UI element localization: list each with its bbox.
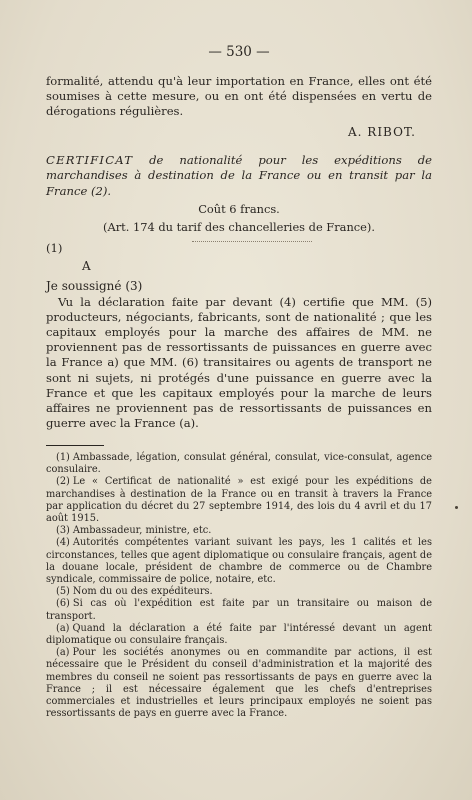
- footnote-text: Nom du ou des expéditeurs.: [72, 586, 213, 598]
- footnote: [46, 598, 432, 622]
- signature: A. RIBOT.: [347, 124, 416, 139]
- paper-spot: [455, 506, 458, 509]
- footnote: [46, 586, 432, 598]
- footnote-number: (a): [56, 622, 70, 634]
- footnote: [46, 647, 432, 720]
- tariff-reference: (Art. 174 du tarif des chancelleries de France).: [103, 220, 375, 235]
- reference-number: (1): [46, 241, 63, 256]
- reference-line: [46, 241, 432, 255]
- footnote-number: (6): [56, 598, 70, 610]
- footnote-text: Si cas où l'expédition est faite par un transitaire ou maison de transport.: [46, 598, 432, 622]
- footnote-text: Quand la déclaration a été faite par l'intéressé devant un agent diplomatique ou consulaire français.: [46, 622, 432, 646]
- footnote-number: (3): [56, 525, 70, 537]
- footnote: [46, 476, 432, 525]
- footnotes: [46, 452, 432, 720]
- footnote-text: Ambassade, légation, consulat général, consulat, vice-consulat, agence consulaire.: [46, 451, 432, 476]
- footnote-text: Ambassadeur, ministre, etc.: [72, 525, 212, 537]
- footnote-number: (a): [56, 647, 70, 659]
- footnote-text: Autorités compétentes variant suivant les pays, les 1 calités et les circonstances, telles que agent diplomatique ou consulaire français, agent de la douane locale, président de chambre de commerce ou de Chambre syndicale, commissaire de police, notaire, etc.: [46, 537, 432, 585]
- certificate-title-caps: CERTIFICAT: [46, 152, 134, 167]
- certificate-title-rest: de nationalité pour les expéditions de marchandises à destination de la France ou en transit par la France (2).: [46, 152, 433, 198]
- footnote-text: Pour les sociétés anonymes ou en commandite par actions, il est nécessaire que le Président du conseil d'administration et la majorité des membres du conseil ne soient pas ressortissants de pays en guerre avec la France ; il est nécessaire également que les chefs d'entreprises commerciales et industrielles et leurs principaux employés ne soient pas ressortissants de pays en guerre avec la France.: [46, 647, 432, 720]
- certificate-cost: Coût 6 francs.: [198, 202, 280, 217]
- footnote: [46, 452, 432, 476]
- page-number: — 530 —: [208, 44, 270, 60]
- footnote-number: (5): [56, 586, 70, 598]
- intro-paragraph: formalité, attendu qu'à leur importation en France, elles ont été soumises à cette mesure, ou en ont été dispensées en vertu de dérogations régulières.: [46, 74, 432, 119]
- certificate-body: Vu la déclaration faite par devant (4) certifie que MM. (5) producteurs, négociants, fabricants, sont de nationalité ; que les capitaux employés pour la marche des affaires de MM. ne proviennent pas de ressortissants de puissances en guerre avec la France a) que MM. (6) transitaires ou agents de transport ne sont ni sujets, ni protégés d'une puissance en guerre avec la France et que les capitaux employés pour la marche de leurs affaires ne proviennent pas de ressortissants de puissances en guerre avec la France (a).: [46, 295, 432, 430]
- footnote-text: Le « Certificat de nationalité » est exigé pour les expéditions de marchandises à destination de la France ou en transit à travers la France par application du décret du 27 septembre 1914, des lois du 4 avril et du 17 août 1915.: [46, 476, 432, 524]
- footnote: [46, 537, 432, 586]
- footnote: [46, 525, 432, 537]
- blank-line: [192, 241, 312, 243]
- footnote-rule: [46, 445, 104, 446]
- footnote-number: (2): [56, 476, 70, 488]
- footnote-number: (4): [56, 537, 70, 549]
- footnote-number: (1): [56, 451, 70, 463]
- location-letter: A: [82, 259, 91, 274]
- undersigned-line: Je soussigné (3): [46, 279, 143, 294]
- footnote: [46, 623, 432, 647]
- certificate-title: [46, 153, 432, 200]
